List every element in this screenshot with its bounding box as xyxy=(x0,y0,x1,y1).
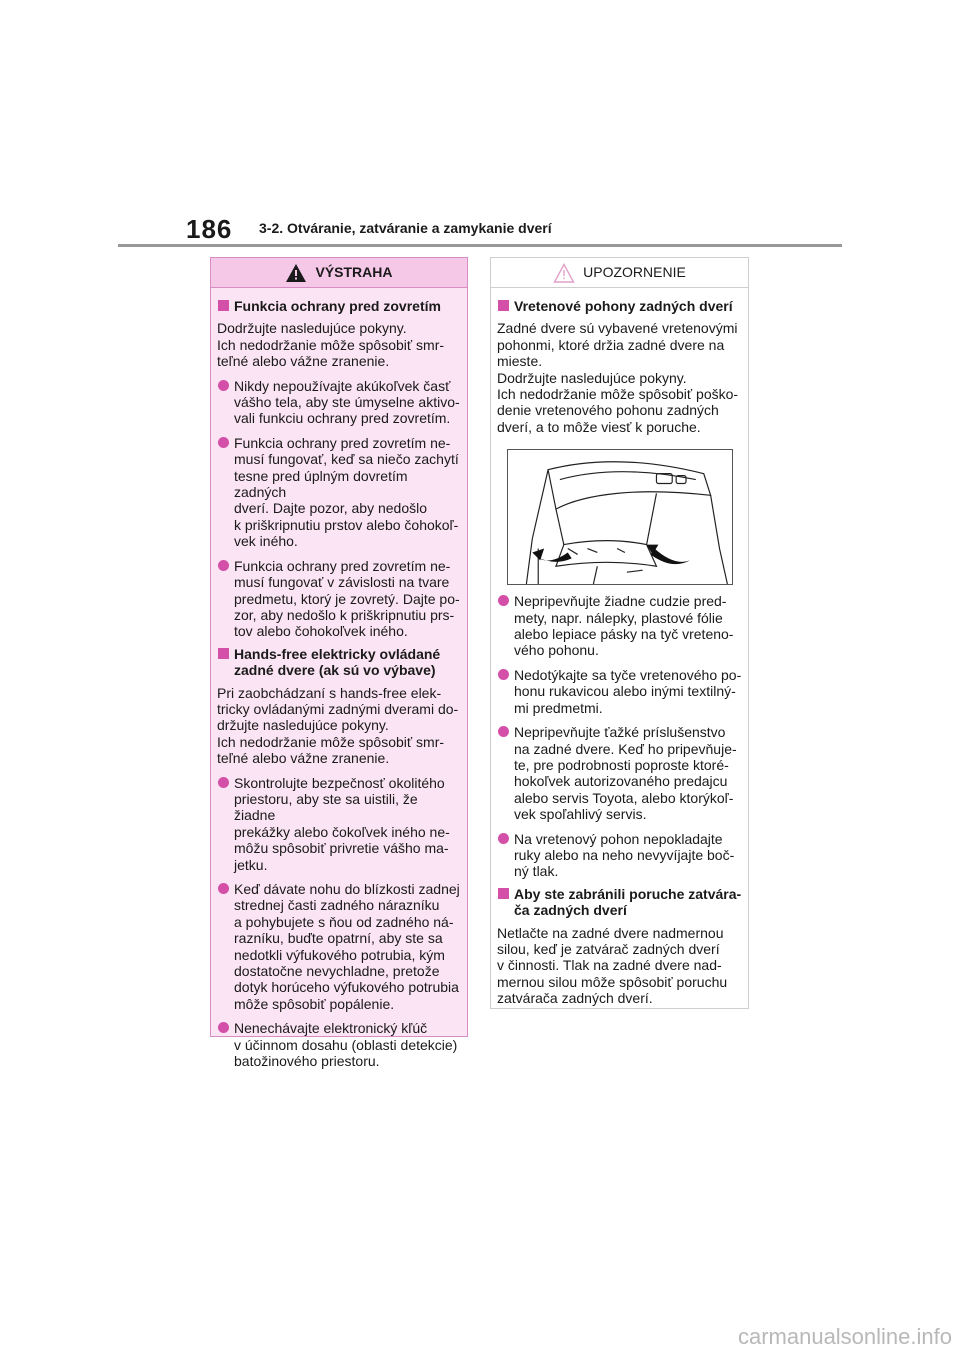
bullet-item xyxy=(497,831,742,880)
text-line: Pri zaobchádzaní s hands-free elek- xyxy=(217,684,442,701)
text-line: Netlačte na zadné dvere nadmernou xyxy=(497,924,724,941)
text-line: Nikdy nepoužívajte akúkoľvek časť xyxy=(234,377,451,394)
heading-line: Aby ste zabránili poruche zatvára- xyxy=(514,885,742,902)
text-line: tricky ovládanými zadnými dverami do- xyxy=(217,700,459,717)
text-line: teľné alebo vážne zranenie. xyxy=(217,353,390,370)
section-heading-text xyxy=(514,886,741,919)
bullet-text xyxy=(234,775,461,873)
text-line: honu rukavicou alebo inými textilný- xyxy=(514,683,736,700)
text-line: strednej časti zadného nárazníku xyxy=(234,897,440,914)
text-line: Ich nedodržanie môže spôsobiť poško- xyxy=(497,386,739,403)
text-line: vek spoľahlivý servis. xyxy=(514,806,647,823)
text-line: dverí. Dajte pozor, aby nedošlo xyxy=(234,500,428,517)
text-line: zor, aby nedošlo k priškripnutiu prs- xyxy=(234,606,455,623)
warning-box-header xyxy=(211,258,467,288)
text-line: predmetu, ktorý je zovretý. Dajte po- xyxy=(234,590,460,607)
text-line: mi predmetmi. xyxy=(514,699,603,716)
square-bullet-icon xyxy=(498,300,509,311)
text-line: v činnosti. Tlak na zadné dvere nad- xyxy=(497,957,722,974)
text-line: Skontrolujte bezpečnosť okolitého xyxy=(234,774,445,791)
bullet-text xyxy=(514,593,742,659)
text-line: hokoľvek autorizovaného predajcu xyxy=(514,773,728,790)
text-line: vášho tela, aby ste úmyselne aktivo- xyxy=(234,394,460,411)
text-line: ruky alebo na neho nevyvíjajte boč- xyxy=(514,846,735,863)
text-line: te, pre podrobnosti poproste ktoré- xyxy=(514,756,729,773)
text-line: Ich nedodržanie môže spôsobiť smr- xyxy=(217,733,445,750)
section-heading-text xyxy=(234,646,440,679)
page-number: 186 xyxy=(186,214,233,244)
bullet-item xyxy=(217,1020,461,1069)
text-line: na zadné dvere. Keď ho pripevňuje- xyxy=(514,740,737,757)
text-line: musí fungovať, keď sa niečo zachytí xyxy=(234,451,459,468)
notice-box-title: UPOZORNENIE xyxy=(583,264,686,281)
text-line: razníku, buďte opatrní, aby ste sa xyxy=(234,930,443,947)
bullet-item xyxy=(497,724,742,822)
text-line: priestoru, aby ste sa uistili, že žiadne xyxy=(234,790,418,824)
heading-line: ča zadných dverí xyxy=(514,902,627,919)
text-line: denie vretenového pohonu zadných xyxy=(497,402,719,419)
round-bullet-icon xyxy=(498,833,509,844)
text-line: vali funkciu ochrany pred zovretím. xyxy=(234,410,451,427)
text-line: mernou silou môže spôsobiť poruchu xyxy=(497,973,728,990)
text-line: alebo lepiace pásky na tyč vreteno- xyxy=(514,626,734,643)
text-line: a pohybujete s ňou od zadného ná- xyxy=(234,913,454,930)
text-line: zatvárača zadných dverí. xyxy=(497,990,653,1007)
round-bullet-icon xyxy=(498,726,509,737)
section-intro xyxy=(217,685,461,767)
bullet-item xyxy=(217,378,461,427)
round-bullet-icon xyxy=(218,883,229,894)
notice-box-header xyxy=(491,258,748,288)
text-line: dverí, a to môže viesť k poruche. xyxy=(497,418,701,435)
section-title: 3-2. Otváranie, zatváranie a zamykanie dverí xyxy=(259,220,552,236)
text-line: batožinového priestoru. xyxy=(234,1053,380,1070)
text-line: jetku. xyxy=(234,856,268,873)
text-line: teľné alebo vážne zranenie. xyxy=(217,750,390,767)
heading-line: Vretenové pohony zadných dverí xyxy=(514,298,733,314)
bullet-text xyxy=(514,831,742,880)
round-bullet-icon xyxy=(218,380,229,391)
section-heading xyxy=(217,298,461,314)
bullet-text xyxy=(234,558,461,640)
text-line: ný tlak. xyxy=(514,863,559,880)
bullet-text xyxy=(514,667,742,716)
heading-line: Hands-free elektricky ovládané xyxy=(234,645,441,662)
round-bullet-icon xyxy=(498,595,509,606)
text-line: nedotkli výfukového potrubia, kým xyxy=(234,946,445,963)
figure-frame xyxy=(507,449,733,585)
round-bullet-icon xyxy=(218,777,229,788)
tailgate-struts-illustration xyxy=(508,450,732,584)
bullet-item xyxy=(217,558,461,640)
text-line: alebo servis Toyota, alebo ktorýkoľ- xyxy=(514,789,734,806)
square-bullet-icon xyxy=(498,888,509,899)
square-bullet-icon xyxy=(218,300,229,311)
caution-triangle-icon xyxy=(553,263,575,283)
text-line: dostatočne nevychladne, pretože xyxy=(234,963,440,980)
section-heading xyxy=(217,646,461,679)
heading-line: zadné dvere (ak sú vo výbave) xyxy=(234,662,436,679)
bullet-item xyxy=(497,593,742,659)
text-line: pohonmi, ktoré držia zadné dvere na xyxy=(497,336,725,353)
warning-box-title: VÝSTRAHA xyxy=(315,264,393,281)
section-intro xyxy=(497,925,742,1007)
text-line: mieste. xyxy=(497,353,543,370)
text-line: v účinnom dosahu (oblasti detekcie) xyxy=(234,1036,458,1053)
bullet-item xyxy=(217,775,461,873)
warning-box xyxy=(210,257,468,1070)
text-line: dotyk horúceho výfukového potrubia xyxy=(234,979,459,996)
text-line: vek iného. xyxy=(234,533,298,550)
text-line: Nenechávajte elektronický kľúč xyxy=(234,1020,428,1037)
text-line: Keď dávate nohu do blízkosti zadnej xyxy=(234,881,460,897)
text-line: Nepripevňujte ťažké príslušenstvo xyxy=(514,724,726,741)
bullet-item xyxy=(497,667,742,716)
text-line: tesne pred úplným dovretím zadných xyxy=(234,467,408,501)
section-heading-text xyxy=(234,298,441,314)
text-line: Nepripevňujte žiadne cudzie pred- xyxy=(514,593,727,610)
round-bullet-icon xyxy=(218,560,229,571)
bullet-text xyxy=(234,378,461,427)
header-divider xyxy=(118,244,842,247)
text-line: tov alebo čohokoľvek iného. xyxy=(234,623,408,640)
text-line: silou, keď je zatvárač zadných dverí xyxy=(497,940,720,957)
round-bullet-icon xyxy=(498,669,509,680)
text-line: Zadné dvere sú vybavené vretenovými xyxy=(497,320,738,337)
bullet-item xyxy=(217,881,461,1012)
section-heading-text xyxy=(514,298,733,314)
text-line: mety, napr. nálepky, plastové fólie xyxy=(514,609,723,626)
text-line: prekážky alebo čokoľvek iného ne- xyxy=(234,823,450,840)
text-line: držujte nasledujúce pokyny. xyxy=(217,717,389,734)
warning-triangle-icon xyxy=(285,263,307,283)
square-bullet-icon xyxy=(218,648,229,659)
text-line: Ich nedodržanie môže spôsobiť smr- xyxy=(217,336,445,353)
section-intro xyxy=(497,320,742,435)
notice-box-body xyxy=(491,288,748,1007)
watermark: carmanualsonline.info xyxy=(737,1324,952,1349)
warning-box-body xyxy=(211,288,467,1069)
text-line: Na vretenový pohon nepokladajte xyxy=(514,830,723,847)
round-bullet-icon xyxy=(218,1022,229,1033)
text-line: Funkcia ochrany pred zovretím ne- xyxy=(234,557,451,574)
text-line: vého pohonu. xyxy=(514,642,599,659)
bullet-item xyxy=(217,435,461,550)
round-bullet-icon xyxy=(218,437,229,448)
text-line: k priškripnutiu prstov alebo čohokoľ- xyxy=(234,516,459,533)
text-line: môžu spôsobiť privretie vášho ma- xyxy=(234,840,449,857)
heading-line: Funkcia ochrany pred zovretím xyxy=(234,298,441,314)
notice-box xyxy=(490,257,749,1009)
bullet-text xyxy=(234,1020,461,1069)
text-line: Funkcia ochrany pred zovretím ne- xyxy=(234,434,451,451)
text-line: musí fungovať v závislosti na tvare xyxy=(234,574,450,591)
bullet-text xyxy=(514,724,742,822)
section-intro xyxy=(217,320,461,369)
text-line: Nedotýkajte sa tyče vretenového po- xyxy=(514,666,742,683)
section-heading xyxy=(497,886,742,919)
bullet-text xyxy=(234,881,461,1012)
text-line: Dodržujte nasledujúce pokyny. xyxy=(497,369,687,386)
bullet-text xyxy=(234,435,461,550)
text-line: môže spôsobiť popálenie. xyxy=(234,995,395,1012)
text-line: Dodržujte nasledujúce pokyny. xyxy=(217,320,407,337)
section-heading xyxy=(497,298,742,314)
